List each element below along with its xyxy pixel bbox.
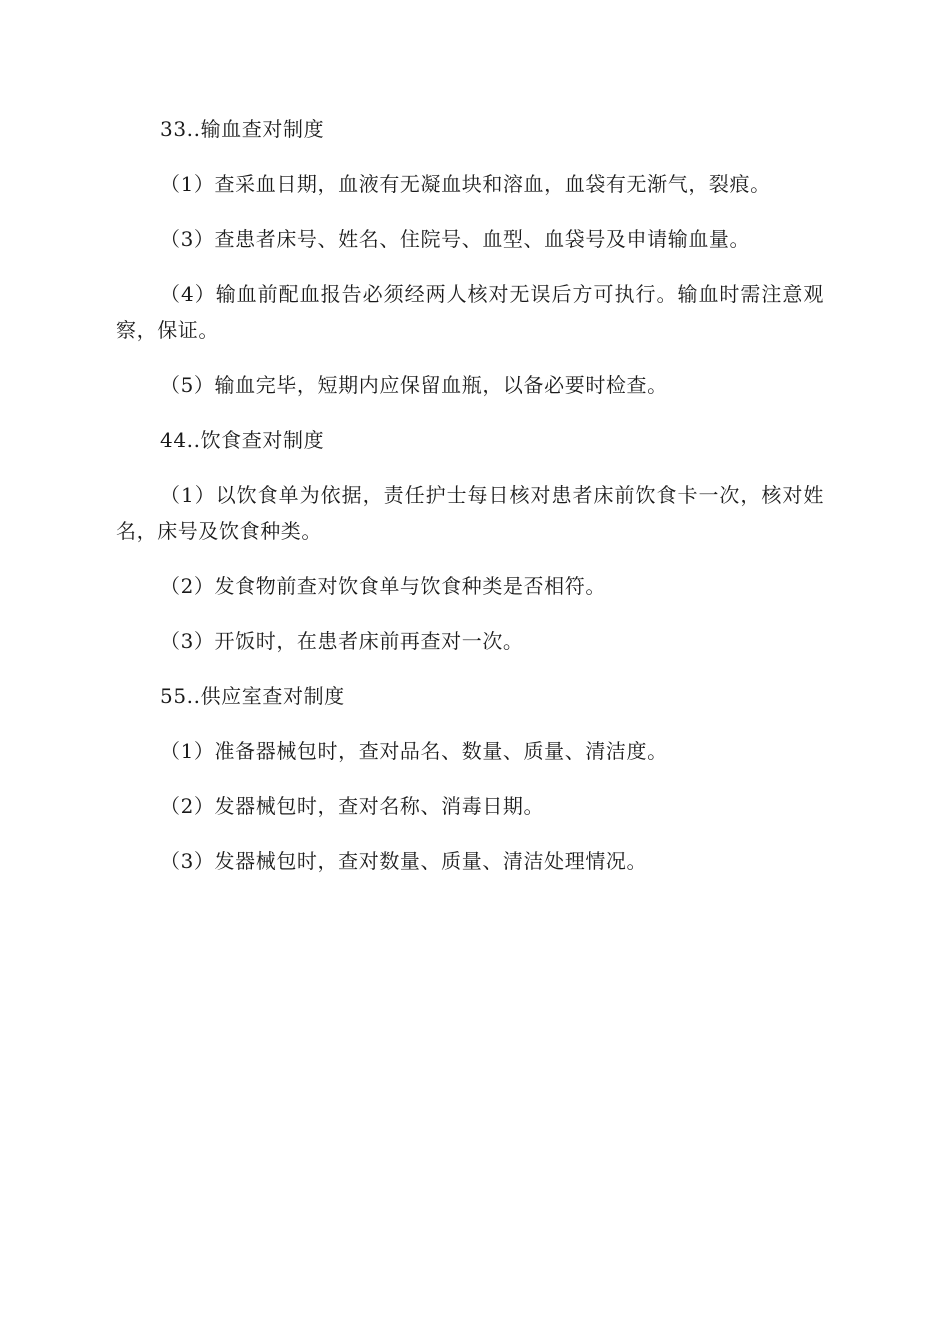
document-body: [116, 111, 824, 898]
section-item: （3）开饭时，在患者床前再查对一次。: [160, 629, 524, 653]
section-item: （4）输血前配血报告必须经两人核对无误后方可执行。输血时需注意观察，保证。: [116, 282, 824, 342]
section-heading-diet: 44..饮食查对制度: [160, 428, 325, 452]
section-item: （1）准备器械包时，查对品名、数量、质量、清洁度。: [160, 739, 668, 763]
section-item: （3）查患者床号、姓名、住院号、血型、血袋号及申请输血量。: [160, 227, 751, 251]
section-item: （2）发食物前查对饮食单与饮食种类是否相符。: [160, 574, 606, 598]
section-heading-supply-room: 55..供应室查对制度: [160, 684, 345, 708]
section-item: （1）查采血日期，血液有无凝血块和溶血，血袋有无渐气，裂痕。: [160, 172, 771, 196]
section-item: （5）输血完毕，短期内应保留血瓶，以备必要时检查。: [160, 373, 668, 397]
section-heading-blood-transfusion: 33..输血查对制度: [160, 117, 325, 141]
section-item: （2）发器械包时，查对名称、消毒日期。: [160, 794, 545, 818]
section-item: （3）发器械包时，查对数量、质量、清洁处理情况。: [160, 849, 648, 873]
section-item: （1）以饮食单为依据，责任护士每日核对患者床前饮食卡一次，核对姓名，床号及饮食种类。: [116, 483, 824, 543]
